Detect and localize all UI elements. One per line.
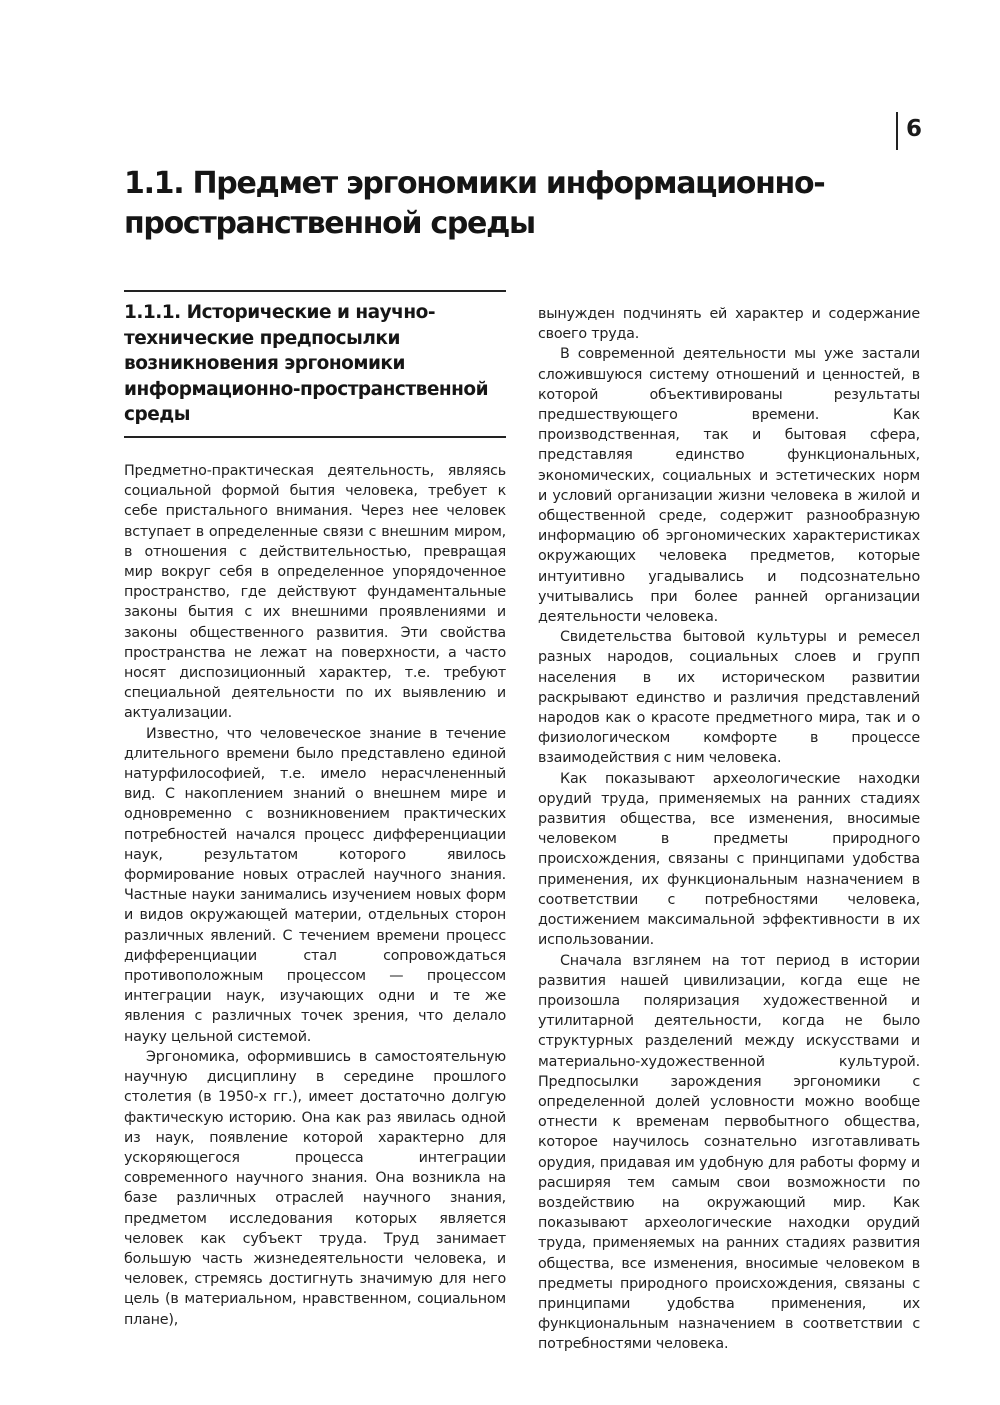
paragraph: Сначала взглянем на тот период в истории развития нашей цивилизации, когда еще не произошла поляризация художественной и утилитарной деятельности, когда не было структурных разделений между искусствами и материально-художественной культурой. Предпосылки зарождения эргономики с определенной долей условности можно вообще отнести к временам первобытного общества, которое научилось сознательно изготавливать орудия, придавая им удобную для работы форму и расширяя тем самым свои возможности по воздействию на окружающий мир. Как показывают археологические находки орудий труда, применяемых на ранних стадиях развития общества, все изменения, вносимые человеком в предметы природного происхождения, связаны с принципами удобства применения, их функциональным назначением в соответствии с потребностями человека.: [538, 952, 920, 1353]
page-number-divider: [896, 112, 898, 150]
paragraph: Предметно-практическая деятельность, являясь социальной формой бытия человека, требует к себе пристального внимания. Через нее человек вступает в определенные связи с внешним миром, в отношения с действительностью, превращая мир вокруг себя в определенное упорядоченное пространство, где действуют фундаментальные законы бытия с их внешними проявлениями и законы общественного развития. Эти свойства пространства не лежат на поверхности, а часто носят диспозиционный характер, т.е. требуют специальной деятельности по их выявлению и актуализации.: [124, 463, 506, 722]
paragraph: вынужден подчинять ей характер и содержание своего труда.: [538, 306, 920, 343]
paragraph: Свидетельства бытовой культуры и ремесел разных народов, социальных слоев и групп населения в их историческом развитии раскрывают единство и различия представлений народов как о красоте предметного мира, так и о физиологическом комфорте в процессе взаимодействия с ним человека.: [538, 629, 920, 767]
section-rule-bottom: [124, 436, 506, 438]
left-text-column: [124, 461, 506, 1330]
paragraph: Как показывают археологические находки орудий труда, применяемых на ранних стадиях развития общества, все изменения, вносимые человеком в предметы природного происхождения, связаны с принципами удобства применения, их функциональным назначением в соответствии с потребностями человека, достижением максимальной эффективности в их использовании.: [538, 770, 920, 949]
right-text-column: [538, 304, 920, 1355]
paragraph: В современной деятельности мы уже застали сложившуюся систему отношений и ценностей, в которой объективированы результаты предшествующего времени. Как производственная, так и бытовая сфера, представляя единство функциональных, экономических, социальных и эстетических норм и условий организации жизни человека в жилой и общественной среде, содержит разнообразную информацию об эргономических характеристиках окружающих человека предметов, которые интуитивно угадывались и подсознательно учитывались при более ранней организации деятельности человека.: [538, 346, 920, 626]
section-title: 1.1.1. Исторические и научно-технические предпосылки возникновения эргономики информационно-пространственной среды: [124, 302, 489, 425]
paragraph: Известно, что человеческое знание в течение длительного времени было представлено единой натурфилософией, т.е. имело нерасчлененный вид. С накоплением знаний о внешнем мире и одновременно с возникновением практических потребностей начался процесс дифференциации наук, результатом которого явилось формирование новых отраслей научного знания. Частные науки занимались изучением новых форм и видов окружающей материи, отдельных сторон различных явлений. С течением времени процесс дифференциации стал сопровождаться противоположным процессом — процессом интеграции наук, изучающих одни и те же явления с различных точек зрения, что делало науку цельной системой.: [124, 725, 506, 1045]
section-rule-top: [124, 290, 506, 292]
page-number: 6: [906, 116, 923, 142]
chapter-title: 1.1. Предмет эргономики информационно-пространственной среды: [124, 166, 825, 241]
paragraph: Эргономика, оформившись в самостоятельную научную дисциплину в середине прошлого столетия (в 1950-х гг.), имеет достаточно долгую фактическую историю. Она как раз явилась одной из наук, появление которой характерно для ускоряющегося процесса интеграции современного научного знания. Она возникла на базе различных отраслей научного знания, предметом исследования которых является человек как субъект труда. Труд занимает большую часть жизнедеятельности человека, и человек, стремясь достигнуть значимую для него цель (в материальном, нравственном, социальном плане),: [124, 1048, 506, 1328]
